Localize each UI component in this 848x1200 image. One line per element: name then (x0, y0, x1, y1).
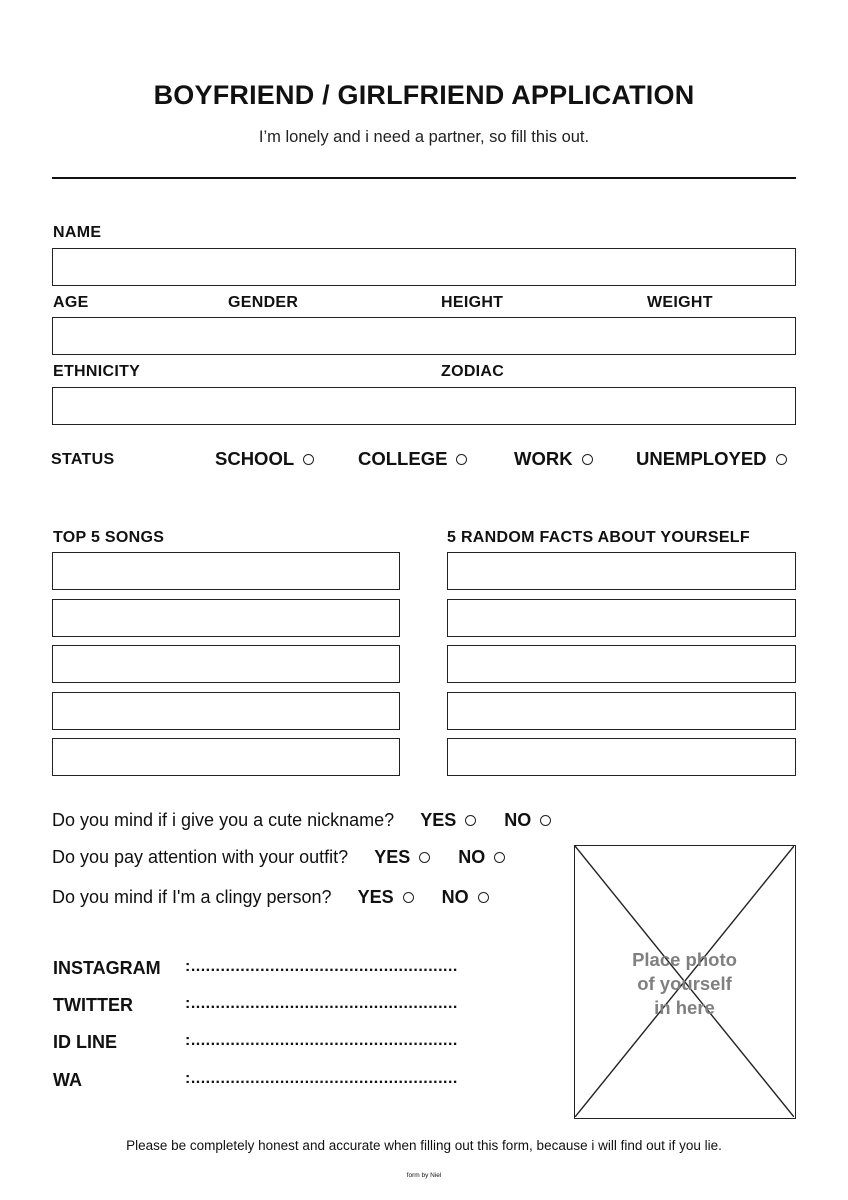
answer-yes[interactable] (358, 887, 414, 908)
radio-circle-icon[interactable] (776, 454, 787, 465)
answer-no[interactable] (504, 810, 551, 831)
answer-yes-label: YES (374, 847, 411, 867)
radio-circle-icon[interactable] (419, 852, 430, 863)
fact-field-1[interactable] (447, 552, 796, 590)
question-outfit (52, 847, 505, 868)
form-credit: form by Niel (406, 1172, 442, 1179)
random-facts-label: 5 RANDOM FACTS ABOUT YOURSELF (447, 529, 750, 546)
id-line-field[interactable]: :...................................................... (185, 1032, 458, 1049)
height-label: HEIGHT (441, 294, 504, 311)
honesty-note: Please be completely honest and accurate when filling out this form, because i will find out if you lie. (126, 1138, 722, 1153)
form-title: BOYFRIEND / GIRLFRIEND APPLICATION (153, 80, 695, 110)
instagram-field[interactable]: :...................................................... (185, 958, 458, 975)
song-field-1[interactable] (52, 552, 400, 590)
status-option-label: SCHOOL (215, 448, 295, 469)
fact-field-3[interactable] (447, 645, 796, 683)
answer-no-label: NO (458, 847, 486, 867)
top-songs-label: TOP 5 SONGS (53, 529, 165, 546)
ethnicity-label: ETHNICITY (53, 363, 141, 380)
status-option-work[interactable] (514, 448, 593, 470)
answer-no[interactable] (442, 887, 489, 908)
wa-field[interactable]: :...................................................... (185, 1070, 458, 1087)
radio-circle-icon[interactable] (478, 892, 489, 903)
zodiac-label: ZODIAC (441, 363, 505, 380)
photo-placeholder-text: Place photo of yourself in here (632, 949, 737, 1018)
song-field-5[interactable] (52, 738, 400, 776)
ethnicity-zodiac-field[interactable] (52, 387, 796, 425)
radio-circle-icon[interactable] (540, 815, 551, 826)
wa-label: WA (53, 1070, 82, 1090)
radio-circle-icon[interactable] (303, 454, 314, 465)
name-label: NAME (53, 224, 102, 241)
status-option-label: UNEMPLOYED (636, 448, 767, 469)
age-label: AGE (53, 294, 89, 311)
fact-field-2[interactable] (447, 599, 796, 637)
weight-label: WEIGHT (647, 294, 713, 311)
radio-circle-icon[interactable] (494, 852, 505, 863)
radio-circle-icon[interactable] (456, 454, 467, 465)
answer-no-label: NO (504, 810, 532, 830)
answer-no-label: NO (441, 887, 469, 907)
answer-yes-label: YES (420, 810, 457, 830)
question-nickname (52, 810, 551, 831)
answer-yes[interactable] (420, 810, 476, 831)
question-text: Do you mind if I'm a clingy person? (52, 887, 332, 907)
instagram-label: INSTAGRAM (53, 958, 161, 978)
status-option-label: COLLEGE (358, 448, 448, 469)
age-gender-height-weight-field[interactable] (52, 317, 796, 355)
twitter-field[interactable]: :...................................................... (185, 995, 458, 1012)
song-field-2[interactable] (52, 599, 400, 637)
answer-no[interactable] (458, 847, 505, 868)
question-clingy (52, 887, 489, 908)
status-option-unemployed[interactable] (636, 448, 787, 470)
answer-yes-label: YES (357, 887, 394, 907)
status-label: STATUS (51, 451, 115, 468)
question-text: Do you mind if i give you a cute nickname? (52, 810, 395, 830)
header-divider (52, 177, 796, 179)
radio-circle-icon[interactable] (465, 815, 476, 826)
status-option-school[interactable] (215, 448, 314, 470)
twitter-label: TWITTER (53, 995, 133, 1015)
song-field-3[interactable] (52, 645, 400, 683)
fact-field-4[interactable] (447, 692, 796, 730)
question-text: Do you pay attention with your outfit? (52, 847, 349, 867)
song-field-4[interactable] (52, 692, 400, 730)
radio-circle-icon[interactable] (582, 454, 593, 465)
answer-yes[interactable] (374, 847, 430, 868)
status-option-college[interactable] (358, 448, 467, 470)
id-line-label: ID LINE (53, 1032, 118, 1052)
name-field[interactable] (52, 248, 796, 286)
status-option-label: WORK (514, 448, 573, 469)
form-subtitle: I’m lonely and i need a partner, so fill this out. (258, 128, 590, 146)
radio-circle-icon[interactable] (403, 892, 414, 903)
gender-label: GENDER (228, 294, 299, 311)
photo-placeholder[interactable] (574, 845, 796, 1119)
fact-field-5[interactable] (447, 738, 796, 776)
